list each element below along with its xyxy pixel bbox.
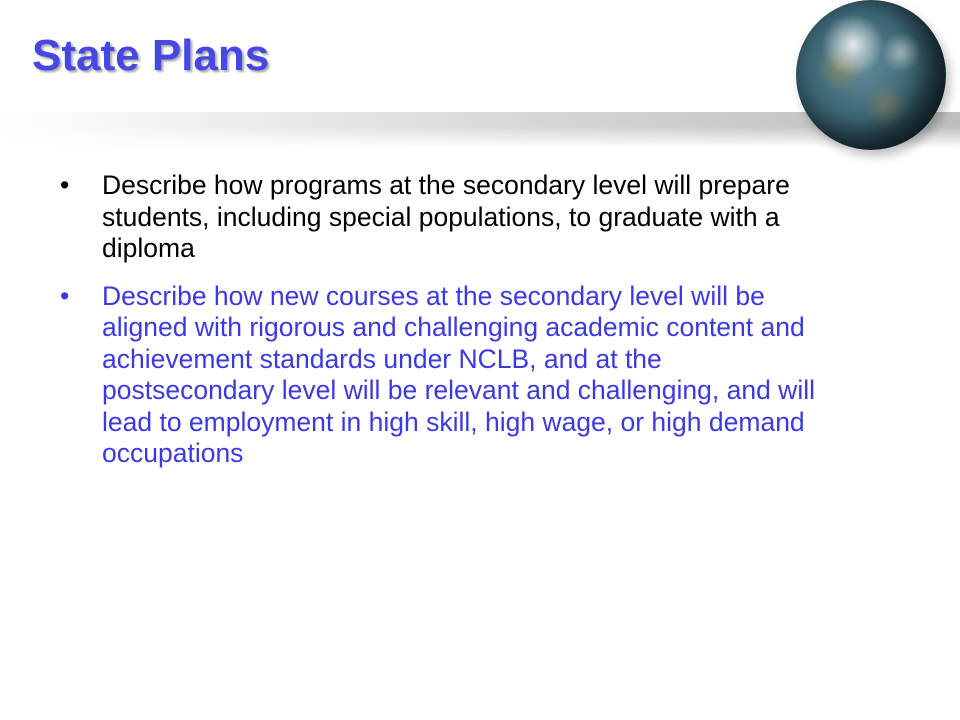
bullet-item bbox=[60, 281, 840, 470]
bullet-text: Describe how programs at the secondary level will prepare students, including special populations, to graduate with a diploma bbox=[102, 170, 790, 263]
bullet-item bbox=[60, 170, 840, 265]
bullet-dot-icon: • bbox=[60, 170, 70, 200]
slide-title: State Plans bbox=[32, 31, 270, 80]
globe-icon bbox=[796, 0, 946, 150]
bullet-list bbox=[60, 170, 840, 486]
bullet-text: Describe how new courses at the secondary level will be aligned with rigorous and challenging academic content and achievement standards under NCLB, and at the postsecondary level will be relevant and challenging, and will lead to employment in high skill, high wage, or high demand occupations bbox=[102, 280, 815, 468]
bullet-dot-icon: • bbox=[60, 280, 70, 311]
